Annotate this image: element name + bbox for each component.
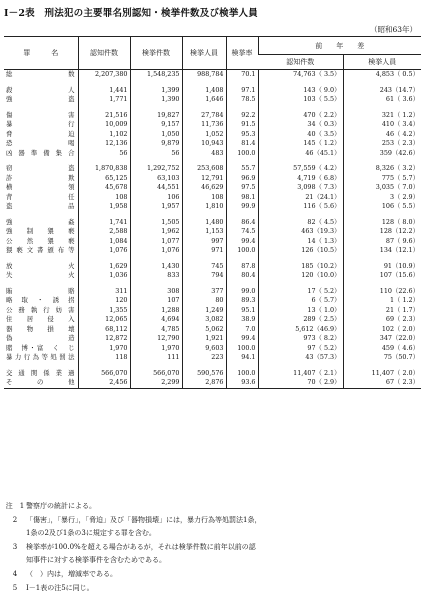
diff-persons-cell: 134（12.1）: [343, 246, 421, 256]
table-row: [4, 271, 421, 281]
table-title: Ⅰ－2表 刑法犯の主要罪名別認知・検挙件数及び検挙人員: [4, 8, 258, 19]
table-row: [4, 306, 421, 316]
diff-persons-cell: 253（ 2.3）: [343, 139, 421, 149]
footnote: [4, 527, 421, 541]
header-diff-recognized: 認知件数: [258, 55, 343, 70]
cleared-cell: 107: [130, 296, 182, 306]
diff-persons-cell: 107（15.6）: [343, 271, 421, 281]
persons-cell: 10,943: [182, 139, 226, 149]
diff-persons-cell: 11,407（ 2.0）: [343, 369, 421, 379]
recognized-cell: 2,588: [78, 227, 130, 237]
table-row: [4, 86, 421, 96]
diff-recognized-cell: 57,559（ 4.2）: [258, 164, 343, 174]
crime-name-cell: 窃 盗: [6, 164, 75, 172]
persons-cell: 1,810: [182, 202, 226, 212]
crime-statistics-table: [4, 36, 421, 389]
recognized-cell: 45,678: [78, 183, 130, 193]
persons-cell: 1,153: [182, 227, 226, 237]
diff-recognized-cell: 463（19.3）: [258, 227, 343, 237]
recognized-cell: 1,084: [78, 237, 130, 247]
cleared-cell: 1,399: [130, 86, 182, 96]
diff-persons-cell: 87（ 9.6）: [343, 237, 421, 247]
cleared-cell: 2,299: [130, 378, 182, 388]
crime-name-cell: 背 任: [6, 192, 75, 201]
diff-recognized-cell: 185（10.2）: [258, 262, 343, 272]
persons-cell: 27,784: [182, 111, 226, 121]
cleared-cell: 1,077: [130, 237, 182, 247]
crime-name-cell: 詐 欺: [6, 173, 75, 182]
recognized-cell: 1,870,838: [78, 164, 130, 174]
crime-name-cell: 傷 害: [6, 110, 75, 119]
rate-cell: 100.0: [226, 369, 258, 379]
diff-recognized-cell: 6（ 5.7）: [258, 296, 343, 306]
table-row: [4, 369, 421, 379]
persons-cell: 12,791: [182, 174, 226, 184]
crime-name-cell: そ の 他: [4, 378, 78, 388]
rate-cell: 93.6: [226, 378, 258, 388]
recognized-cell: 2,207,380: [78, 70, 130, 80]
cleared-cell: 9,157: [130, 120, 182, 130]
header-diff-persons: 検挙人員: [343, 55, 421, 70]
rate-cell: 86.4: [226, 218, 258, 228]
rate-cell: 94.1: [226, 353, 258, 363]
crime-name-cell: 凶器準備集合: [6, 148, 75, 157]
rate-cell: 100.0: [226, 246, 258, 256]
diff-persons-cell: 128（ 8.0）: [343, 218, 421, 228]
persons-cell: 11,736: [182, 120, 226, 130]
diff-persons-cell: 46（ 4.2）: [343, 130, 421, 140]
crime-name-cell: 公務執行妨害: [6, 305, 75, 314]
crime-name-cell: 横 領: [6, 183, 75, 191]
crime-name-cell: 盗 品: [6, 202, 75, 210]
table-row: [4, 130, 421, 140]
table-row: [4, 227, 421, 237]
rate-cell: 99.4: [226, 237, 258, 247]
rate-cell: 97.1: [226, 86, 258, 96]
rate-cell: 96.9: [226, 174, 258, 184]
diff-recognized-cell: 43（57.3）: [258, 353, 343, 363]
diff-persons-cell: 102（ 2.0）: [343, 325, 421, 335]
rate-cell: 92.2: [226, 111, 258, 121]
crime-name-cell: 公 然 猥 褻: [6, 236, 75, 245]
rate-cell: 78.5: [226, 95, 258, 105]
persons-cell: 223: [182, 353, 226, 363]
diff-persons-cell: 775（ 5.7）: [343, 174, 421, 184]
cleared-cell: 19,827: [130, 111, 182, 121]
rate-cell: 38.9: [226, 315, 258, 325]
footnote: [4, 514, 421, 528]
recognized-cell: 56: [78, 149, 130, 159]
cleared-cell: 1,076: [130, 246, 182, 256]
persons-cell: 988,784: [182, 70, 226, 80]
recognized-cell: 10,009: [78, 120, 130, 130]
diff-recognized-cell: 14（ 1.3）: [258, 237, 343, 247]
footnotes: [4, 500, 421, 595]
cleared-cell: 9,879: [130, 139, 182, 149]
table-row: [4, 218, 421, 228]
diff-recognized-cell: 126（10.5）: [258, 246, 343, 256]
recognized-cell: 12,136: [78, 139, 130, 149]
footnote-number: 2: [12, 515, 18, 524]
footnote: [4, 568, 421, 582]
persons-cell: 108: [182, 193, 226, 203]
diff-persons-cell: 243（14.7）: [343, 86, 421, 96]
crime-name-cell: 暴 行: [6, 120, 75, 128]
rate-cell: 80.4: [226, 271, 258, 281]
diff-recognized-cell: 70（ 2.9）: [258, 378, 343, 388]
table-row: [4, 262, 421, 272]
table-row: [4, 237, 421, 247]
rate-cell: 87.8: [226, 262, 258, 272]
header-cleared: 検挙件数: [130, 37, 182, 70]
crime-name-cell: 放 火: [6, 261, 75, 270]
cleared-cell: 1,390: [130, 95, 182, 105]
table-row: [4, 378, 421, 388]
diff-persons-cell: 359（42.6）: [343, 149, 421, 159]
diff-recognized-cell: 40（ 3.5）: [258, 130, 343, 140]
cleared-cell: 1,970: [130, 344, 182, 354]
rate-cell: 74.5: [226, 227, 258, 237]
crime-name-cell: 失 火: [6, 271, 75, 279]
table-row: [4, 246, 421, 256]
footnote-text: 「傷害」，「暴行」，「脅迫」及び「器物損壊」には，暴力行為等処罰法1条，: [26, 515, 262, 524]
crime-name-cell: 殺 人: [6, 85, 75, 94]
rate-cell: 100.0: [226, 344, 258, 354]
diff-persons-cell: 67（ 2.3）: [343, 378, 421, 388]
diff-persons-cell: 3,035（ 7.0）: [343, 183, 421, 193]
diff-persons-cell: 91（10.9）: [343, 262, 421, 272]
footnote-number: [4, 554, 26, 568]
table-row: [4, 183, 421, 193]
cleared-cell: 44,551: [130, 183, 182, 193]
cleared-cell: 106: [130, 193, 182, 203]
era-label: （昭和63年）: [369, 25, 417, 34]
crime-name-cell: 賭 博・富 く じ: [6, 343, 75, 352]
diff-recognized-cell: 46（45.1）: [258, 149, 343, 159]
diff-persons-cell: 347（22.0）: [343, 334, 421, 344]
recognized-cell: 1,741: [78, 218, 130, 228]
persons-cell: 3,082: [182, 315, 226, 325]
recognized-cell: 12,872: [78, 334, 130, 344]
cleared-cell: 111: [130, 353, 182, 363]
rate-cell: 91.5: [226, 120, 258, 130]
diff-persons-cell: 410（ 3.4）: [343, 120, 421, 130]
footnote-text: 検挙率が100.0%を超える場合があるが，それは検挙件数に前年以前の認: [26, 542, 256, 551]
diff-recognized-cell: 116（ 5.6）: [258, 202, 343, 212]
crime-name-cell: 強 盗: [6, 95, 75, 103]
diff-recognized-cell: 5,612（46.9）: [258, 325, 343, 335]
footnote-text: 警察庁の統計による。: [26, 502, 96, 510]
diff-recognized-cell: 82（ 4.5）: [258, 218, 343, 228]
table-row: [4, 296, 421, 306]
header-recognized: 認知件数: [78, 37, 130, 70]
table-row: [4, 353, 421, 363]
crime-name-cell: 暴力行為等処罰法: [6, 353, 75, 361]
crime-name-cell: 強 制 猥 褻: [6, 227, 75, 235]
persons-cell: 5,062: [182, 325, 226, 335]
cleared-cell: 1,050: [130, 130, 182, 140]
table-row: [4, 95, 421, 105]
cleared-cell: 1,505: [130, 218, 182, 228]
persons-cell: 46,629: [182, 183, 226, 193]
diff-persons-cell: 3（ 2.9）: [343, 193, 421, 203]
header-persons: 検挙人員: [182, 37, 226, 70]
footnote: [4, 500, 421, 514]
recognized-cell: 1,076: [78, 246, 130, 256]
rate-cell: 99.4: [226, 334, 258, 344]
recognized-cell: 68,112: [78, 325, 130, 335]
table-row: [4, 193, 421, 203]
persons-cell: 590,576: [182, 369, 226, 379]
footnote-text: （ ）内は，増減率である。: [26, 569, 117, 578]
crime-name-cell: 賄 賂: [6, 286, 75, 295]
table-row: [4, 325, 421, 335]
rate-cell: 55.7: [226, 164, 258, 174]
crime-name-cell: 強 姦: [6, 217, 101, 226]
table-body: [4, 70, 421, 389]
rate-cell: 7.0: [226, 325, 258, 335]
recognized-cell: 1,771: [78, 95, 130, 105]
persons-cell: 997: [182, 237, 226, 247]
diff-persons-cell: 459（ 4.6）: [343, 344, 421, 354]
crime-name-cell: 脅 迫: [6, 129, 75, 138]
recognized-cell: 1,958: [78, 202, 130, 212]
persons-cell: 971: [182, 246, 226, 256]
rate-cell: 81.4: [226, 139, 258, 149]
footnote-number: [4, 527, 26, 541]
diff-persons-cell: 21（ 1.7）: [343, 306, 421, 316]
footnote: [4, 582, 421, 596]
table-row: [4, 287, 421, 297]
recognized-cell: 108: [78, 193, 130, 203]
diff-recognized-cell: 34（ 0.3）: [258, 120, 343, 130]
table-row: [4, 344, 421, 354]
crime-name-cell: 猥褻文書頒布等: [6, 246, 75, 254]
rate-cell: 97.5: [226, 183, 258, 193]
recognized-cell: 65,125: [78, 174, 130, 184]
cleared-cell: 1,292,752: [130, 164, 182, 174]
diff-persons-cell: 75（50.7）: [343, 353, 421, 363]
crime-name-cell: 住 居 侵 入: [6, 315, 75, 323]
recognized-cell: 21,516: [78, 111, 130, 121]
crime-name-cell: 偽 造: [6, 334, 75, 342]
persons-cell: 2,876: [182, 378, 226, 388]
persons-cell: 1,408: [182, 86, 226, 96]
diff-recognized-cell: 973（ 8.2）: [258, 334, 343, 344]
diff-persons-cell: 8,326（ 3.2）: [343, 164, 421, 174]
cleared-cell: 56: [130, 149, 182, 159]
cleared-cell: 308: [130, 287, 182, 297]
persons-cell: 377: [182, 287, 226, 297]
crime-name-cell: 交通関係業過: [6, 368, 75, 377]
recognized-cell: 1,036: [78, 271, 130, 281]
diff-recognized-cell: 4,719（ 6.8）: [258, 174, 343, 184]
persons-cell: 9,603: [182, 344, 226, 354]
crime-name-cell: 器 物 損 壊: [6, 324, 75, 333]
footnote: [4, 554, 421, 568]
table-row: [4, 120, 421, 130]
footnote-text: 知事件に対する検挙事件を含むためである。: [26, 556, 166, 565]
recognized-cell: 1,970: [78, 344, 130, 354]
recognized-cell: 12,065: [78, 315, 130, 325]
diff-recognized-cell: 11,407（ 2.1）: [258, 369, 343, 379]
table-row: [4, 315, 421, 325]
diff-persons-cell: 69（ 2.3）: [343, 315, 421, 325]
diff-persons-cell: 1（ 1.2）: [343, 296, 421, 306]
persons-cell: 1,646: [182, 95, 226, 105]
recognized-cell: 120: [78, 296, 130, 306]
footnote-text: Ⅰ－1表の注5に同じ。: [26, 583, 94, 592]
footnote-text: 1条の2及び1条の3に規定する罪を含む。: [26, 529, 156, 538]
footnote-number: 注 1: [5, 502, 25, 510]
footnote: [4, 541, 421, 555]
recognized-cell: 1,441: [78, 86, 130, 96]
recognized-cell: 1,629: [78, 262, 130, 272]
table-row: [4, 111, 421, 121]
cleared-cell: 63,103: [130, 174, 182, 184]
cleared-cell: 1,548,235: [130, 70, 182, 80]
recognized-cell: 566,070: [78, 369, 130, 379]
table-row: [4, 139, 421, 149]
diff-recognized-cell: 143（ 9.0）: [258, 86, 343, 96]
diff-persons-cell: 321（ 1.2）: [343, 111, 421, 121]
diff-recognized-cell: 289（ 2.5）: [258, 315, 343, 325]
cleared-cell: 566,070: [130, 369, 182, 379]
cleared-cell: 12,790: [130, 334, 182, 344]
footnote-number: 4: [12, 569, 18, 578]
diff-persons-cell: 106（ 5.5）: [343, 202, 421, 212]
header-rate: 検挙率: [226, 37, 258, 70]
cleared-cell: 833: [130, 271, 182, 281]
rate-cell: 100.0: [226, 149, 258, 159]
diff-persons-cell: 61（ 3.6）: [343, 95, 421, 105]
diff-recognized-cell: 21（24.1）: [258, 193, 343, 203]
header-diff: 前 年 差: [258, 37, 421, 55]
cleared-cell: 1,288: [130, 306, 182, 316]
rate-cell: 98.1: [226, 193, 258, 203]
table-row: [4, 149, 421, 159]
diff-recognized-cell: 470（ 2.2）: [258, 111, 343, 121]
cleared-cell: 4,785: [130, 325, 182, 335]
persons-cell: 483: [182, 149, 226, 159]
rate-cell: 89.3: [226, 296, 258, 306]
cleared-cell: 4,694: [130, 315, 182, 325]
diff-recognized-cell: 120（10.0）: [258, 271, 343, 281]
crime-name-cell: 総 数: [6, 70, 75, 78]
recognized-cell: 2,456: [78, 378, 130, 388]
recognized-cell: 1,355: [78, 306, 130, 316]
rate-cell: 95.1: [226, 306, 258, 316]
rate-cell: 99.0: [226, 287, 258, 297]
cleared-cell: 1,957: [130, 202, 182, 212]
rate-cell: 99.9: [226, 202, 258, 212]
table-row: [4, 202, 421, 212]
recognized-cell: 311: [78, 287, 130, 297]
persons-cell: 745: [182, 262, 226, 272]
table-row: [4, 174, 421, 184]
footnote-number: 5: [12, 583, 18, 592]
header-crime: 罪 名: [4, 37, 78, 70]
footnote-number: 3: [12, 542, 18, 551]
cleared-cell: 1,962: [130, 227, 182, 237]
crime-name-cell: 略 取 ・ 誘 拐: [6, 296, 75, 304]
diff-recognized-cell: 103（ 5.5）: [258, 95, 343, 105]
diff-persons-cell: 110（22.6）: [343, 287, 421, 297]
diff-recognized-cell: 74,763（ 3.5）: [258, 70, 343, 80]
persons-cell: 1,921: [182, 334, 226, 344]
diff-recognized-cell: 145（ 1.2）: [258, 139, 343, 149]
persons-cell: 80: [182, 296, 226, 306]
diff-recognized-cell: 13（ 1.0）: [258, 306, 343, 316]
diff-persons-cell: 4,853（ 0.5）: [343, 70, 421, 80]
persons-cell: 794: [182, 271, 226, 281]
recognized-cell: 1,102: [78, 130, 130, 140]
persons-cell: 253,608: [182, 164, 226, 174]
persons-cell: 1,052: [182, 130, 226, 140]
rate-cell: 70.1: [226, 70, 258, 80]
table-row: [4, 164, 421, 174]
table-row: [4, 70, 421, 80]
cleared-cell: 1,430: [130, 262, 182, 272]
diff-recognized-cell: 97（ 5.2）: [258, 344, 343, 354]
diff-persons-cell: 128（12.2）: [343, 227, 421, 237]
rate-cell: 95.3: [226, 130, 258, 140]
table-row: [4, 334, 421, 344]
crime-name-cell: 恐 喝: [6, 139, 75, 147]
persons-cell: 1,480: [182, 218, 226, 228]
persons-cell: 1,249: [182, 306, 226, 316]
diff-recognized-cell: 3,098（ 7.3）: [258, 183, 343, 193]
diff-recognized-cell: 17（ 5.2）: [258, 287, 343, 297]
recognized-cell: 118: [78, 353, 130, 363]
